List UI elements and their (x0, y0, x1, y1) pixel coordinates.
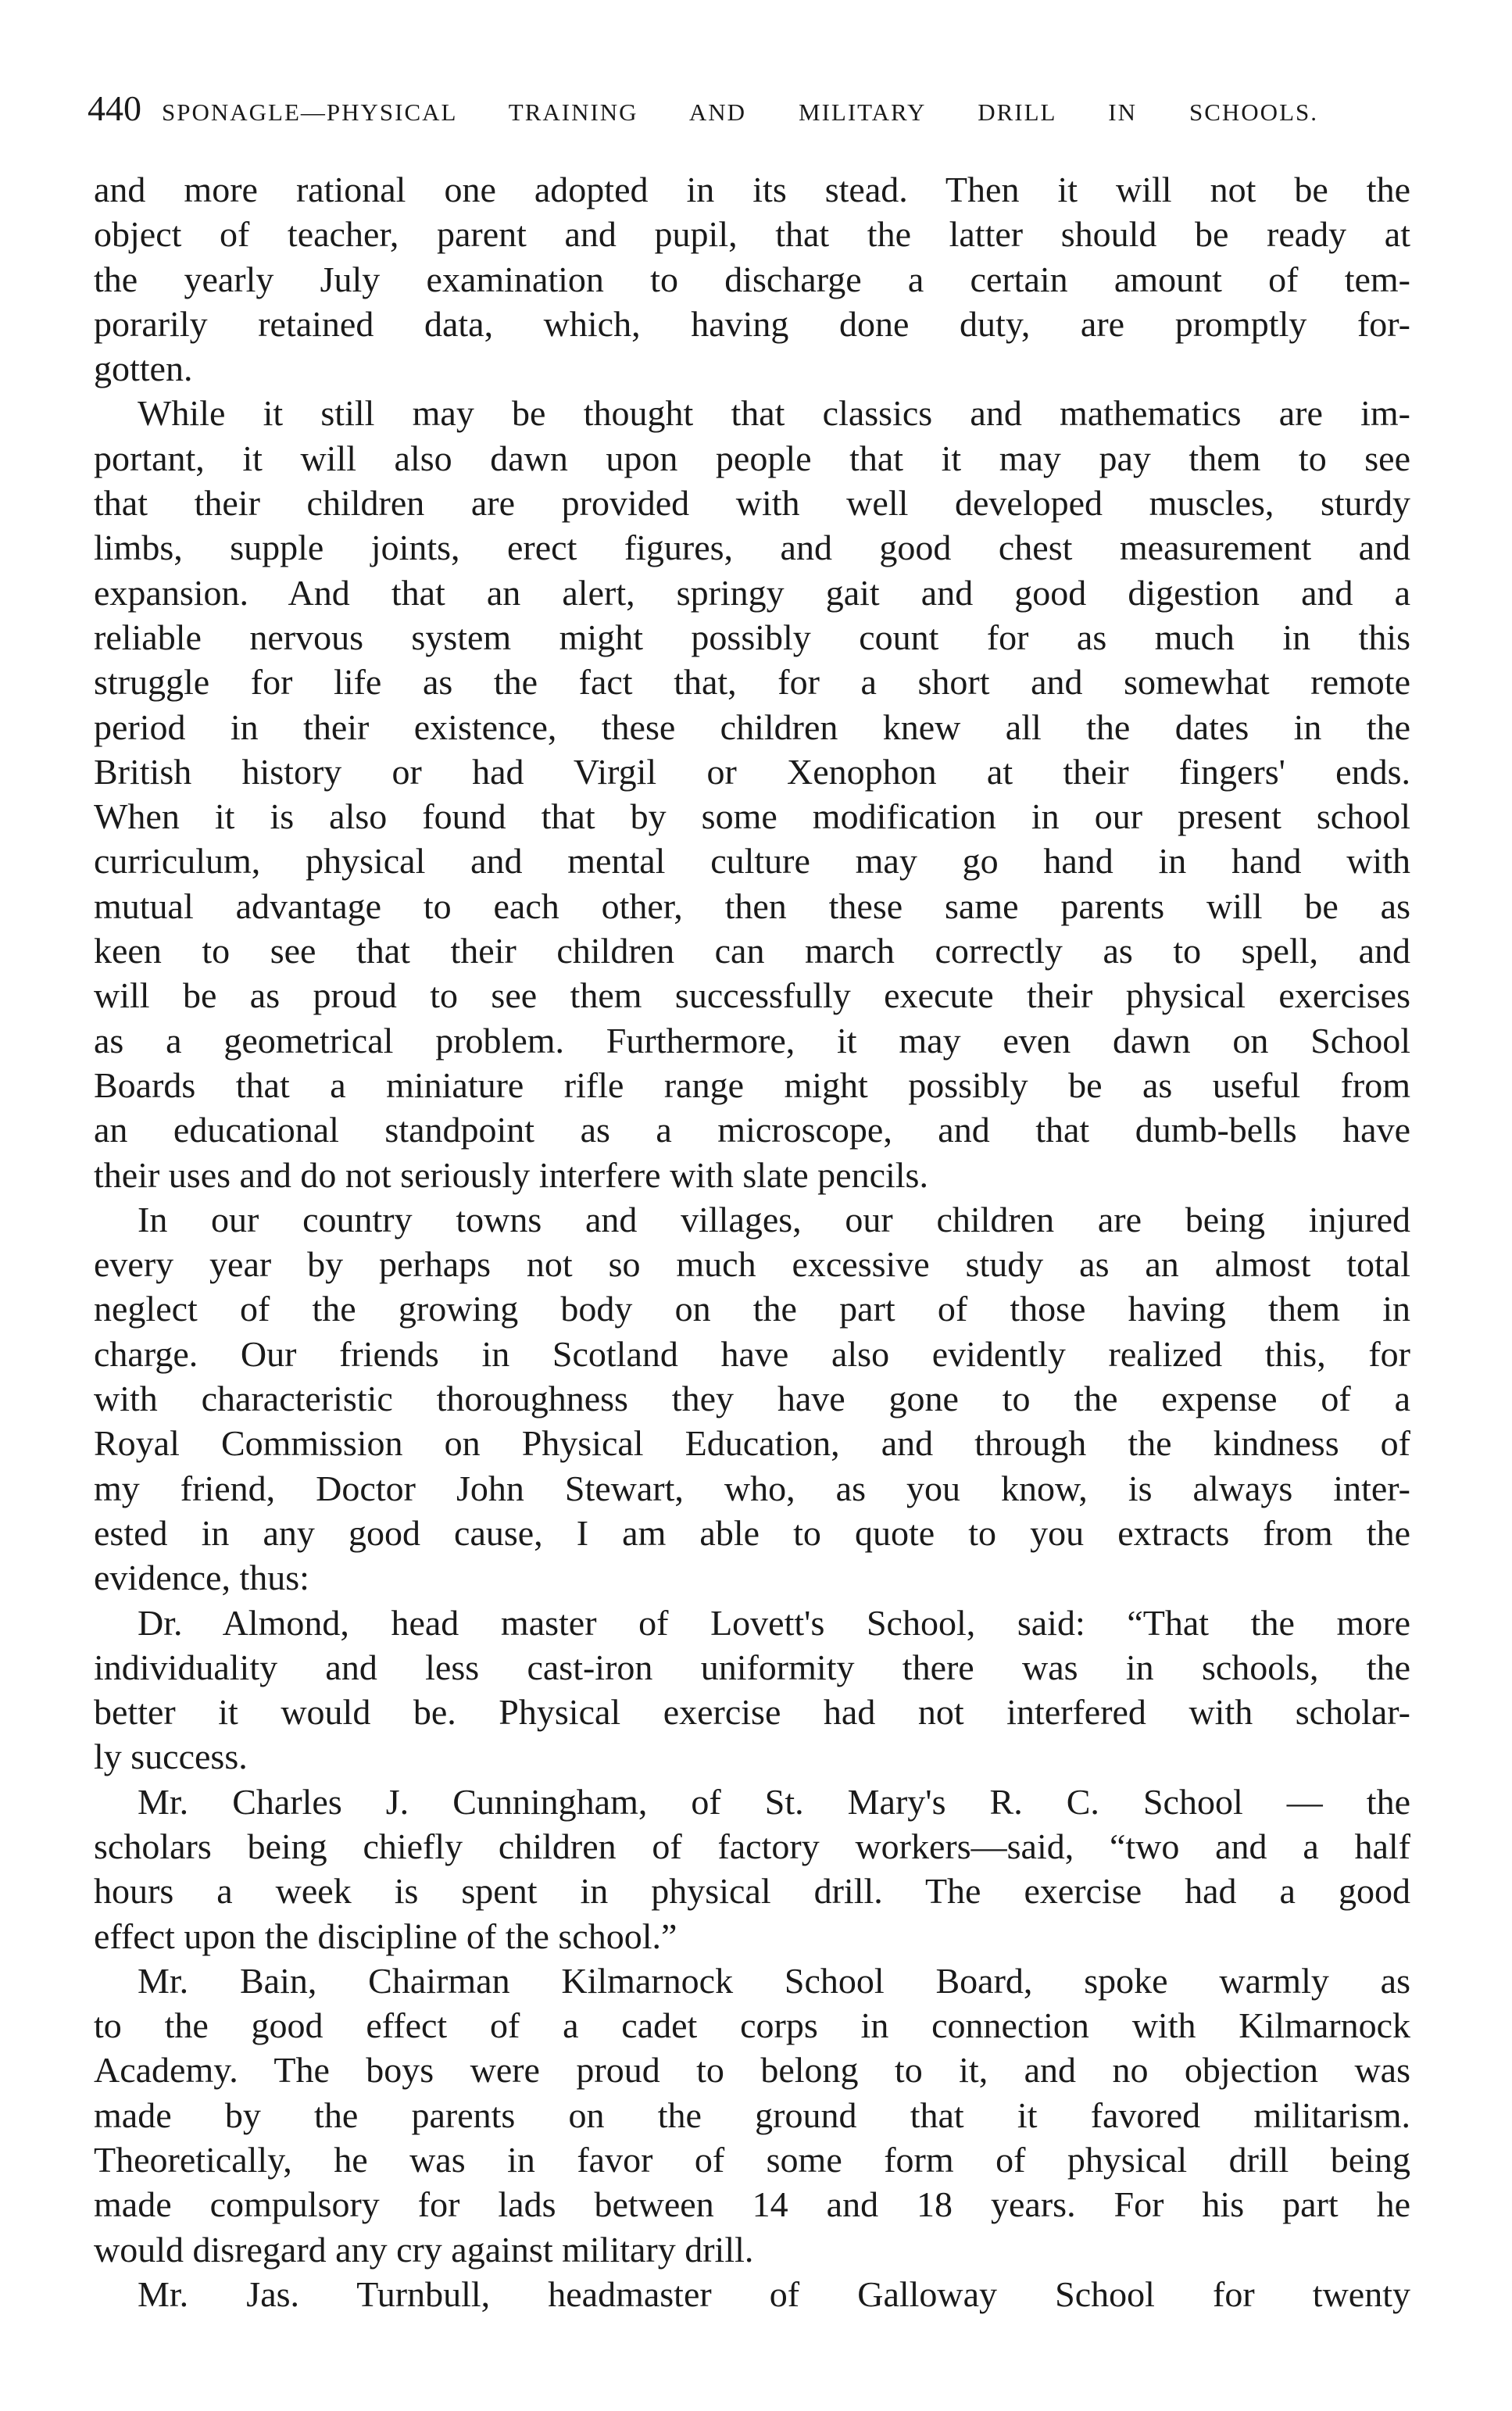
text-line: period in their existence, these children knew all the dates in the (94, 706, 1410, 747)
text-line: hours a week is spent in physical drill. The exercise had a good (94, 1871, 1410, 1912)
text-line: that their children are provided with well developed muscles, sturdy (94, 483, 1410, 524)
text-line: as a geometrical problem. Furthermore, it may even dawn on School (94, 1020, 1410, 1061)
text-line: Mr. Bain, Chairman Kilmarnock School Board, spoke warmly as (138, 1960, 1410, 2001)
text-line: mutual advantage to each other, then these same parents will be as (94, 885, 1410, 926)
text-line: In our country towns and villages, our children are being injured (138, 1199, 1410, 1239)
text-line: and more rational one adopted in its stead. Then it will not be the (94, 170, 1410, 209)
text-line: with characteristic thoroughness they have gone to the expense of a (94, 1379, 1410, 1419)
text-line: neglect of the growing body on the part of those having them in (94, 1289, 1410, 1329)
text-line: British history or had Virgil or Xenophon at their fingers' ends. (94, 751, 1410, 792)
text-line: keen to see that their children can march correctly as to spell, and (94, 931, 1410, 971)
text-line: Dr. Almond, head master of Lovett's School, said: “That the more (138, 1602, 1410, 1643)
text-line: Mr. Charles J. Cunningham, of St. Mary's R. C. School — the (138, 1781, 1410, 1822)
text-line: Theoretically, he was in favor of some form of physical drill being (94, 2140, 1410, 2180)
text-line: would disregard any cry against military drill. (94, 2229, 754, 2270)
text-line: every year by perhaps not so much excessive study as an almost total (94, 1244, 1410, 1285)
text-line: evidence, thus: (94, 1558, 309, 1598)
body-text (94, 167, 1410, 2316)
text-line: struggle for life as the fact that, for a short and somewhat remote (94, 662, 1410, 703)
text-line: limbs, supple joints, erect figures, and good chest measurement and (94, 528, 1410, 568)
running-header (88, 88, 1318, 131)
text-line: While it still may be thought that classics and mathematics are im- (138, 393, 1410, 434)
text-line: scholars being chiefly children of factory workers—said, “two and a half (94, 1826, 1410, 1866)
text-line: When it is also found that by some modification in our present school (94, 796, 1410, 837)
text-line: reliable nervous system might possibly count for as much in this (94, 617, 1410, 657)
page-number: 440 (88, 88, 141, 128)
text-line: Mr. Jas. Turnbull, headmaster of Galloway School for twenty (138, 2273, 1410, 2314)
text-line: Royal Commission on Physical Education, and through the kindness of (94, 1423, 1410, 1464)
text-line: my friend, Doctor John Stewart, who, as you know, is always inter- (94, 1468, 1410, 1508)
text-line: made by the parents on the ground that it favored militarism. (94, 2094, 1410, 2135)
running-title: SPONAGLE—PHYSICAL TRAINING AND MILITARY DRILL IN SCHOOLS. (162, 98, 1318, 126)
text-line: their uses and do not seriously interfere with slate pencils. (94, 1154, 928, 1195)
text-line: gotten. (94, 349, 193, 389)
text-line: will be as proud to see them successfully execute their physical exercises (94, 975, 1410, 1016)
text-line: effect upon the discipline of the school.” (94, 1916, 677, 1956)
text-line: made compulsory for lads between 14 and 18 years. For his part he (94, 2184, 1410, 2225)
text-line: individuality and less cast-iron uniformity there was in schools, the (94, 1647, 1410, 1687)
text-line: Boards that a miniature rifle range might possibly be as useful from (94, 1064, 1410, 1105)
text-line: object of teacher, parent and pupil, that the latter should be ready at (94, 214, 1410, 255)
text-line: curriculum, physical and mental culture may go hand in hand with (94, 841, 1410, 882)
text-line: portant, it will also dawn upon people that it may pay them to see (94, 438, 1410, 478)
text-line: ly success. (94, 1737, 248, 1777)
text-line: porarily retained data, which, having done duty, are promptly for- (94, 303, 1410, 344)
text-line: Academy. The boys were proud to belong to it, and no objection was (94, 2050, 1410, 2091)
text-line: an educational standpoint as a microscope, and that dumb-bells have (94, 1110, 1410, 1150)
text-line: ested in any good cause, I am able to quote to you extracts from the (94, 1512, 1410, 1553)
text-line: better it would be. Physical exercise had not interfered with scholar- (94, 1692, 1410, 1733)
text-line: the yearly July examination to discharge a certain amount of tem- (94, 259, 1410, 299)
text-line: expansion. And that an alert, springy gait and good digestion and a (94, 572, 1410, 613)
text-line: to the good effect of a cadet corps in connection with Kilmarnock (94, 2005, 1410, 2046)
text-line: charge. Our friends in Scotland have also evidently realized this, for (94, 1333, 1410, 1374)
